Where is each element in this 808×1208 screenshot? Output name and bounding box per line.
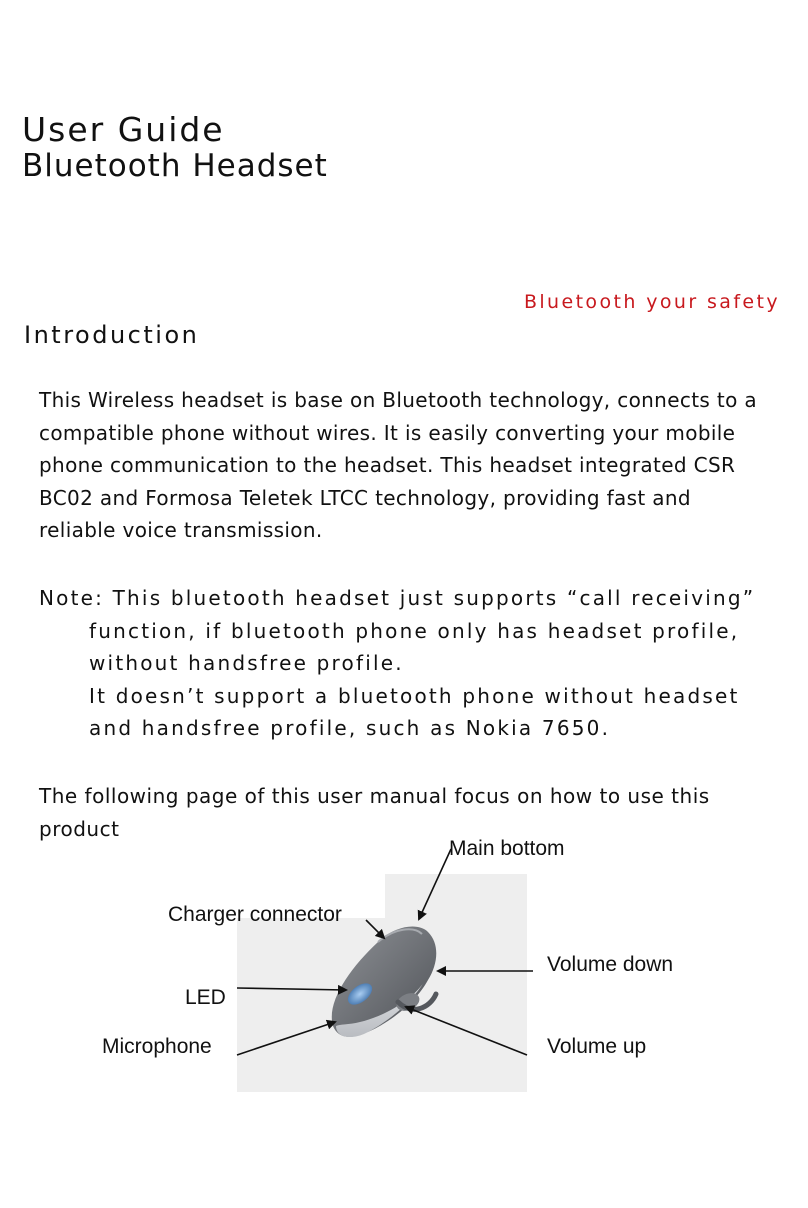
note-line: It doesn’t support a bluetooth phone without headset — [89, 683, 740, 708]
callout-main-bottom: Main bottom — [449, 837, 565, 860]
pointer-led — [237, 988, 346, 990]
paragraph-line: BC02 and Formosa Teletek LTCC technology, providing fast and — [39, 485, 691, 510]
paragraph-line: product — [39, 816, 120, 841]
pointer-charger-connector — [366, 920, 384, 938]
paragraph-line: phone communication to the headset. This headset integrated CSR — [39, 453, 736, 477]
note-line: function, if bluetooth phone only has headset profile, — [89, 618, 740, 643]
note-line: and handsfree profile, such as Nokia 7650. — [89, 716, 611, 740]
headset-diagram — [0, 830, 808, 1100]
introduction-paragraph — [39, 384, 757, 547]
brand-tagline: Bluetooth your safety — [523, 291, 780, 313]
section-heading-introduction: Introduction — [24, 321, 200, 349]
callout-led: LED — [185, 986, 226, 1009]
callout-volume-down: Volume down — [547, 953, 674, 976]
note-line: Note: This bluetooth headset just supports “call receiving” — [39, 586, 756, 610]
document-subtitle: Bluetooth Headset — [22, 148, 328, 184]
document-title: User Guide — [22, 110, 225, 149]
pointer-volume-up — [406, 1007, 527, 1055]
note-line: without handsfree profile. — [89, 651, 404, 675]
paragraph-line: reliable voice transmission. — [39, 518, 323, 542]
pointer-main-bottom — [419, 849, 451, 919]
callout-volume-up: Volume up — [547, 1035, 647, 1058]
note-paragraph — [39, 582, 755, 745]
pointer-microphone — [237, 1022, 335, 1055]
paragraph-line: This Wireless headset is base on Bluetooth technology, connects to a — [39, 388, 757, 412]
callout-charger-connector: Charger connector — [168, 903, 342, 926]
paragraph-line: The following page of this user manual focus on how to use this — [39, 784, 710, 808]
headset-body — [332, 927, 436, 1037]
callout-microphone: Microphone — [102, 1035, 212, 1058]
paragraph-line: compatible phone without wires. It is easily converting your mobile — [39, 420, 736, 445]
